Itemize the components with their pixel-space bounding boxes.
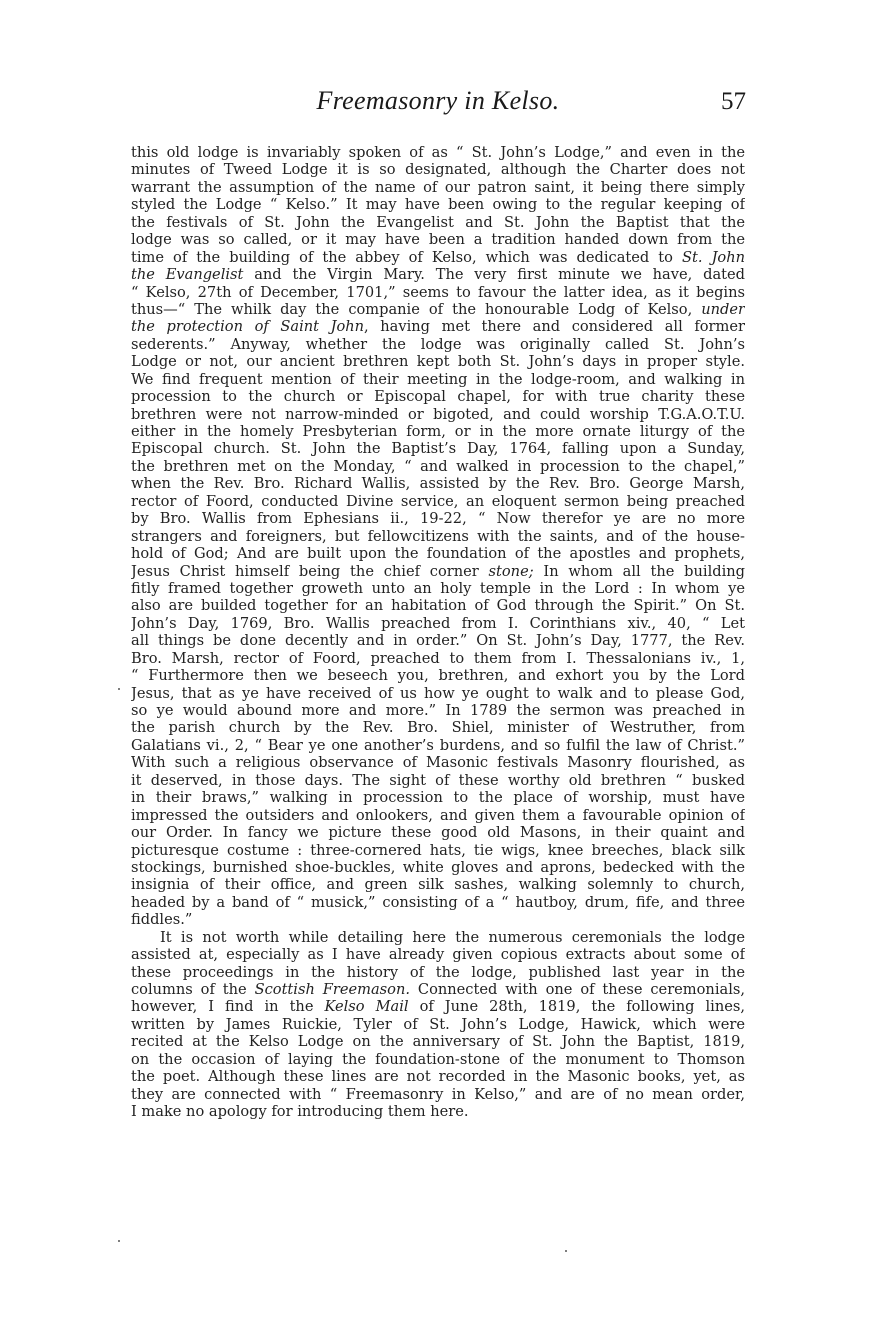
text-line: these proceedings in the history of the lodge, published last year in the <box>131 963 745 981</box>
text-line: rector of Foord, conducted Divine service, an eloquent sermon being preached <box>131 492 745 510</box>
text-line: stockings, burnished shoe-buckles, white gloves and aprons, bedecked with the <box>131 858 745 876</box>
text-line: thus—“ The whilk day the companie of the honourable Lodg of Kelso, under <box>131 300 745 318</box>
paragraph-first-line: It is not worth while detailing here the numerous ceremonials the lodge <box>160 928 745 946</box>
text-line: on the occasion of laying the foundation-stone of the monument to Thomson <box>131 1050 745 1068</box>
text-line: Jesus Christ himself being the chief corner stone; In whom all the building <box>131 562 745 580</box>
page-header <box>130 82 746 122</box>
page-number: 57 <box>721 88 746 115</box>
text-line: minutes of Tweed Lodge it is so designated, although the Charter does not <box>131 161 745 179</box>
text-line: written by James Ruickie, Tyler of St. John’s Lodge, Hawick, which were <box>131 1015 745 1033</box>
text-line: “ Furthermore then we beseech you, brethren, and exhort you by the Lord <box>131 667 745 685</box>
text-line: the poet. Although these lines are not recorded in the Masonic books, yet, as <box>131 1068 745 1086</box>
text-line: Episcopal church. St. John the Baptist’s Day, 1764, falling upon a Sunday, <box>131 440 745 458</box>
text-line: lodge was so called, or it may have been a tradition handed down from the <box>131 231 745 249</box>
text-line: Jesus, that as ye have received of us how ye ought to walk and to please God, <box>131 684 745 702</box>
text-line: strangers and foreigners, but fellowcitizens with the saints, and of the house- <box>131 527 745 545</box>
text-line: when the Rev. Bro. Richard Wallis, assisted by the Rev. Bro. George Marsh, <box>131 475 745 493</box>
text-line: recited at the Kelso Lodge on the anniversary of St. John the Baptist, 1819, <box>131 1033 745 1051</box>
text-line: sederents.” Anyway, whether the lodge was originally called St. John’s <box>131 335 745 353</box>
text-line: this old lodge is invariably spoken of as “ St. John’s Lodge,” and even in the <box>131 144 745 161</box>
text-line: insignia of their office, and green silk sashes, walking solemnly to church, <box>131 876 745 894</box>
text-line: Bro. Marsh, rector of Foord, preached to them from I. Thessalonians iv., 1, <box>131 649 745 667</box>
scan-speck <box>118 1240 120 1242</box>
text-line: however, I find in the Kelso Mail of June 28th, 1819, the following lines, <box>131 998 745 1016</box>
text-line: Galatians vi., 2, “ Bear ye one another’s burdens, and so fulfil the law of Christ.” <box>131 736 745 754</box>
text-line: John’s Day, 1769, Bro. Wallis preached from I. Corinthians xiv., 40, “ Let <box>131 614 745 632</box>
text-line: “ Kelso, 27th of December, 1701,” seems to favour the latter idea, as it begins <box>131 283 745 301</box>
text-line: the parish church by the Rev. Bro. Shiel, minister of Westruther, from <box>131 719 745 737</box>
text-line: picturesque costume : three-cornered hats, tie wigs, knee breeches, black silk <box>131 841 745 859</box>
text-line: fiddles.” <box>131 911 193 929</box>
text-line: the Evangelist and the Virgin Mary. The very first minute we have, dated <box>131 266 745 284</box>
text-line: styled the Lodge “ Kelso.” It may have been owing to the regular keeping of <box>131 196 745 214</box>
text-line: the brethren met on the Monday, “ and walked in procession to the chapel,” <box>131 457 745 475</box>
text-line: brethren were not narrow-minded or bigoted, and could worship T.G.A.O.T.U. <box>131 405 745 423</box>
text-line: our Order. In fancy we picture these good old Masons, in their quaint and <box>131 824 745 842</box>
scan-speck <box>118 688 120 690</box>
text-line: in their braws,” walking in procession to the place of worship, must have <box>131 789 745 807</box>
text-line: the protection of Saint John, having met there and considered all former <box>131 318 745 336</box>
text-line: procession to the church or Episcopal chapel, for with true charity these <box>131 388 745 406</box>
text-line: assisted at, especially as I have already given copious extracts about some of <box>131 946 745 964</box>
text-line: We find frequent mention of their meeting in the lodge-room, and walking in <box>131 370 745 388</box>
article-body <box>131 144 745 1121</box>
text-line: headed by a band of “ musick,” consisting of a “ hautboy, drum, fife, and three <box>131 893 745 911</box>
text-line: the festivals of St. John the Evangelist and St. John the Baptist that the <box>131 213 745 231</box>
text-line: by Bro. Wallis from Ephesians ii., 19-22, “ Now therefor ye are no more <box>131 510 745 528</box>
text-line: all things be done decently and in order.” On St. John’s Day, 1777, the Rev. <box>131 632 745 650</box>
text-line: hold of God; And are built upon the foundation of the apostles and prophets, <box>131 545 745 563</box>
text-line: warrant the assumption of the name of our patron saint, it being there simply <box>131 178 745 196</box>
text-line: time of the building of the abbey of Kelso, which was dedicated to St. John <box>131 248 745 266</box>
text-line: fitly framed together groweth unto an holy temple in the Lord : In whom ye <box>131 579 745 597</box>
text-line: it deserved, in those days. The sight of these worthy old brethren “ busked <box>131 771 745 789</box>
text-line: also are builded together for an habitation of God through the Spirit.” On St. <box>131 597 745 615</box>
running-title: Freemasonry in Kelso. <box>316 86 560 115</box>
text-line: either in the homely Presbyterian form, or in the more ornate liturgy of the <box>131 423 745 440</box>
text-line: they are connected with “ Freemasonry in Kelso,” and are of no mean order, <box>131 1085 745 1103</box>
text-line: impressed the outsiders and onlookers, and given them a favourable opinion of <box>131 806 745 824</box>
text-line: so ye would abound more and more.” In 1789 the sermon was preached in <box>131 702 745 719</box>
text-line: With such a religious observance of Masonic festivals Masonry flourished, as <box>131 754 745 772</box>
text-line: columns of the Scottish Freemason. Connected with one of these ceremonials, <box>131 981 745 998</box>
scan-speck <box>565 1250 567 1252</box>
text-line: I make no apology for introducing them here. <box>131 1103 469 1121</box>
text-line: Lodge or not, our ancient brethren kept both St. John’s days in proper style. <box>131 353 745 371</box>
